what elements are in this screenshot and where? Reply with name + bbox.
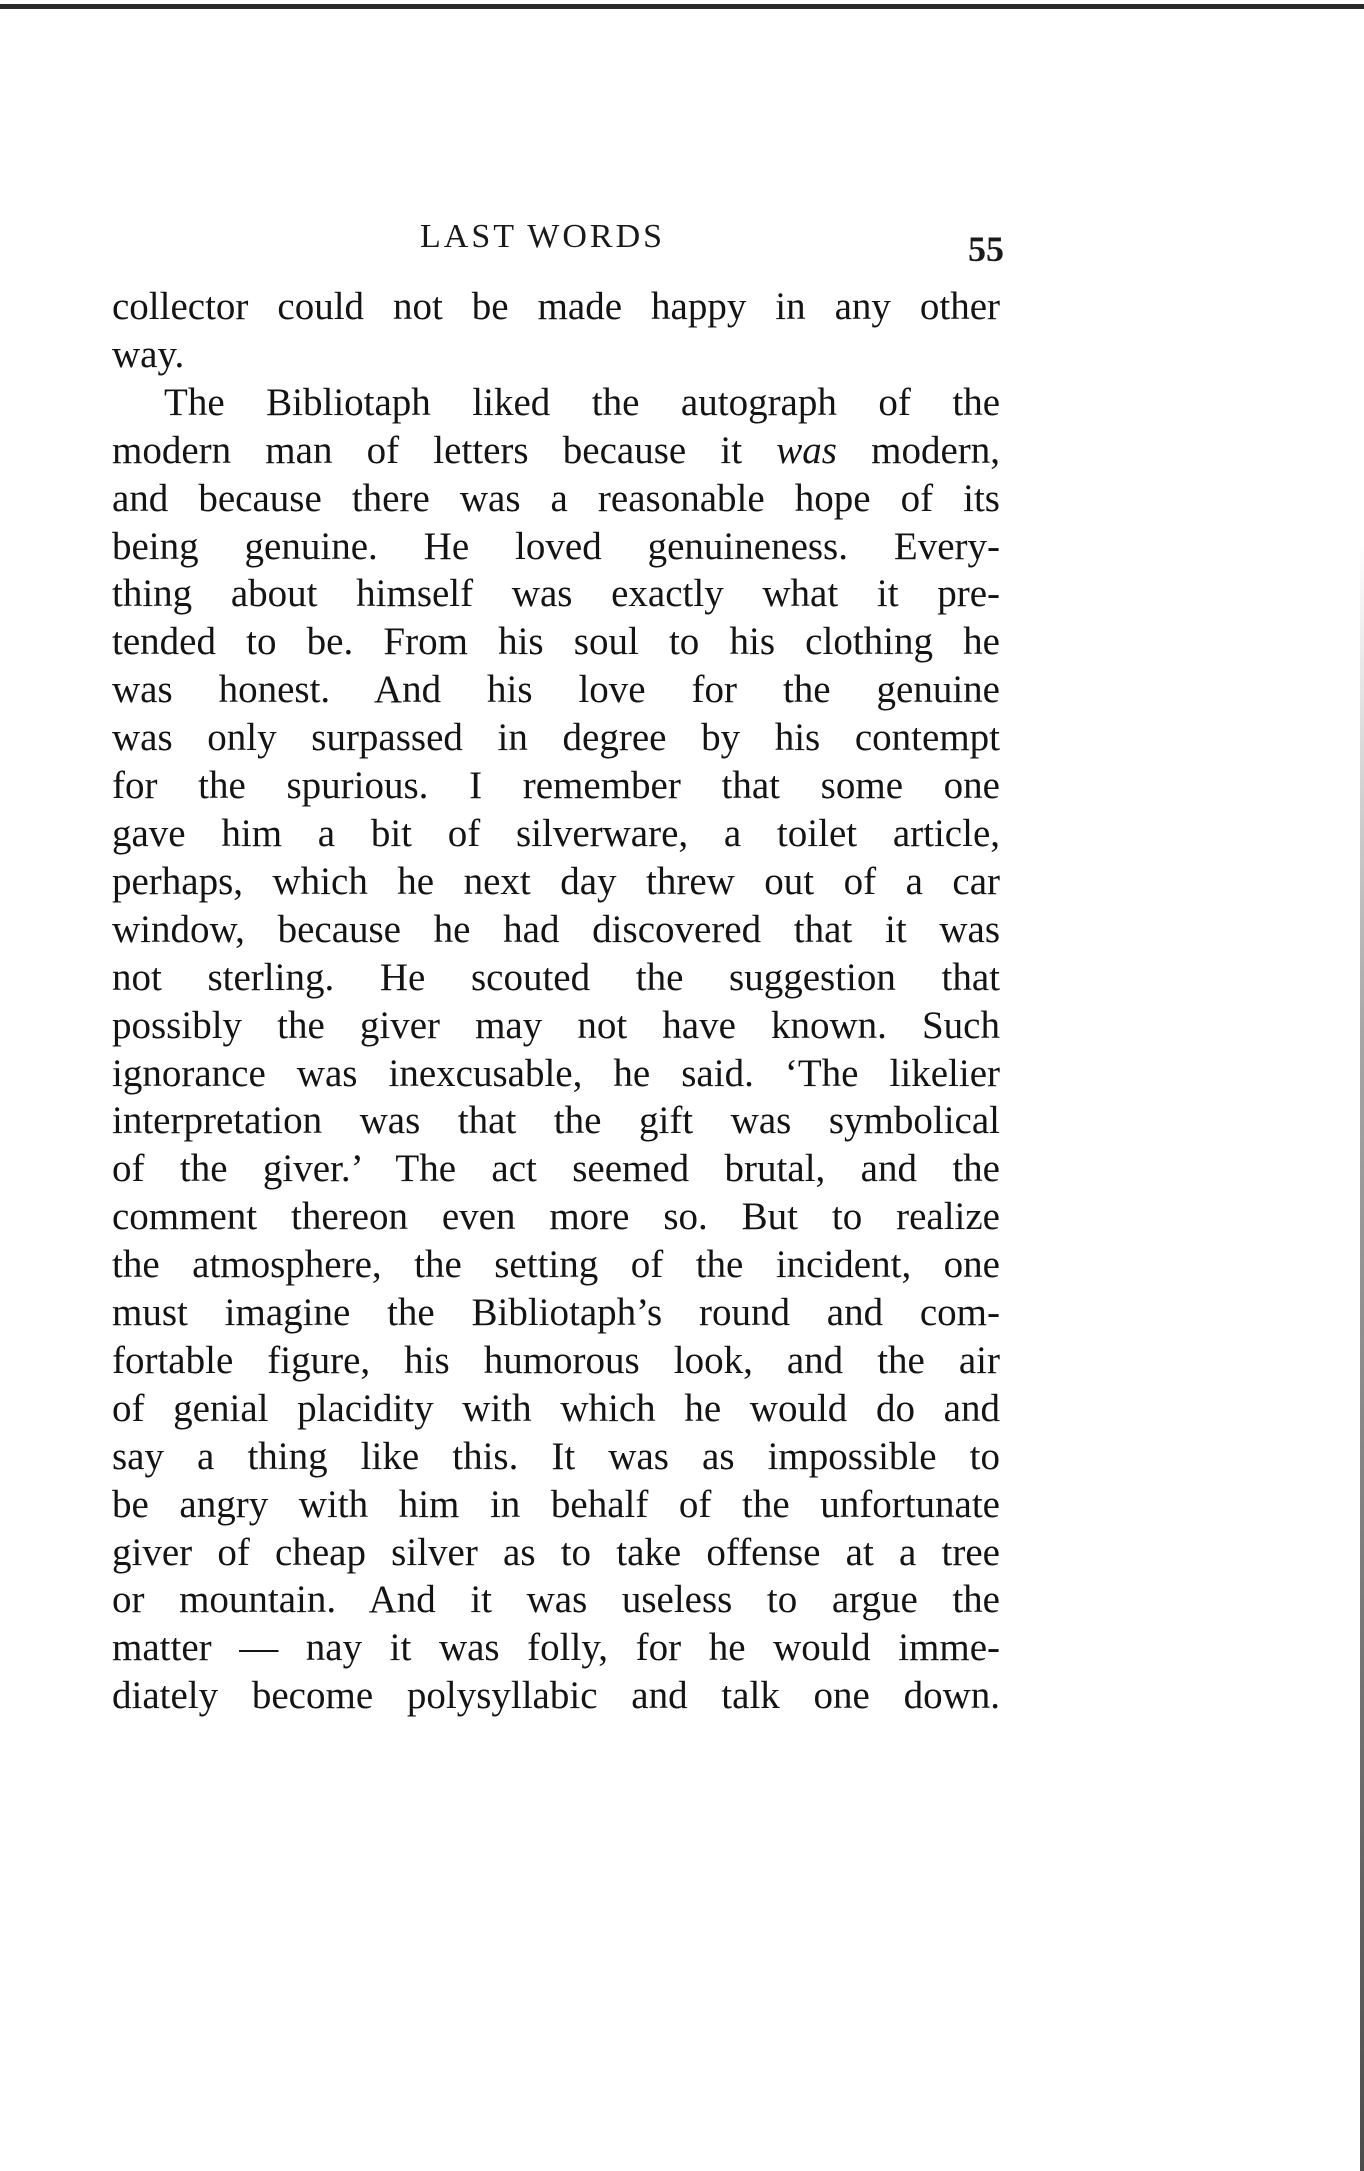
text-fragment: modern man of letters because it xyxy=(112,428,743,472)
text-line: window, because he had discovered that it was xyxy=(112,907,1000,951)
top-edge-rule xyxy=(0,4,1364,9)
text-line: for the spurious. I remember that some one xyxy=(112,764,1000,808)
text-line: gave him a bit of silverware, a toilet article, xyxy=(112,811,1000,855)
text-line: way. xyxy=(112,332,185,376)
text-line: diately become polysyllabic and talk one down. xyxy=(112,1674,1000,1718)
text-line: be angry with him in behalf of the unfortunate xyxy=(112,1482,1000,1526)
text-line xyxy=(112,427,1000,475)
text-fragment: modern, xyxy=(871,428,1001,472)
running-head: LAST WORDS xyxy=(420,218,666,255)
text-line: collector could not be made happy in any other xyxy=(112,285,1000,328)
text-line: being genuine. He loved genuineness. Every- xyxy=(112,524,1000,568)
text-line: giver of cheap silver as to take offense at a tree xyxy=(112,1530,1000,1574)
text-line: matter — nay it was folly, for he would imme- xyxy=(112,1626,1000,1670)
italic-word: was xyxy=(776,428,837,472)
text-line: say a thing like this. It was as impossible to xyxy=(112,1434,1000,1478)
text-line: comment thereon even more so. But to realize xyxy=(112,1195,1000,1239)
text-line: the atmosphere, the setting of the incident, one xyxy=(112,1243,1000,1287)
text-line: of genial placidity with which he would do and xyxy=(112,1386,1000,1430)
text-line: was honest. And his love for the genuine xyxy=(112,668,1000,712)
text-line: possibly the giver may not have known. Such xyxy=(112,1003,1000,1047)
page-number: 55 xyxy=(968,229,1004,269)
text-line: or mountain. And it was useless to argue the xyxy=(112,1578,1000,1622)
text-line: interpretation was that the gift was symbolical xyxy=(112,1099,1000,1143)
page-body xyxy=(112,283,1000,1720)
text-line: thing about himself was exactly what it pre- xyxy=(112,572,1000,616)
text-line: was only surpassed in degree by his contempt xyxy=(112,716,1000,760)
text-line: tended to be. From his soul to his clothing he xyxy=(112,620,1000,664)
text-line: and because there was a reasonable hope of its xyxy=(112,476,1000,520)
text-line: of the giver.’ The act seemed brutal, and the xyxy=(112,1147,1000,1191)
text-line: fortable figure, his humorous look, and the air xyxy=(112,1338,1000,1382)
page-edge-shadow xyxy=(1360,540,1364,2171)
text-line: ignorance was inexcusable, he said. ‘The likelier xyxy=(112,1051,1000,1095)
text-line: not sterling. He scouted the suggestion that xyxy=(112,955,1000,999)
text-line: must imagine the Bibliotaph’s round and com- xyxy=(112,1291,1000,1335)
text-line: perhaps, which he next day threw out of a car xyxy=(112,859,1000,903)
paragraph-first-line: The Bibliotaph liked the autograph of the xyxy=(164,380,1000,424)
